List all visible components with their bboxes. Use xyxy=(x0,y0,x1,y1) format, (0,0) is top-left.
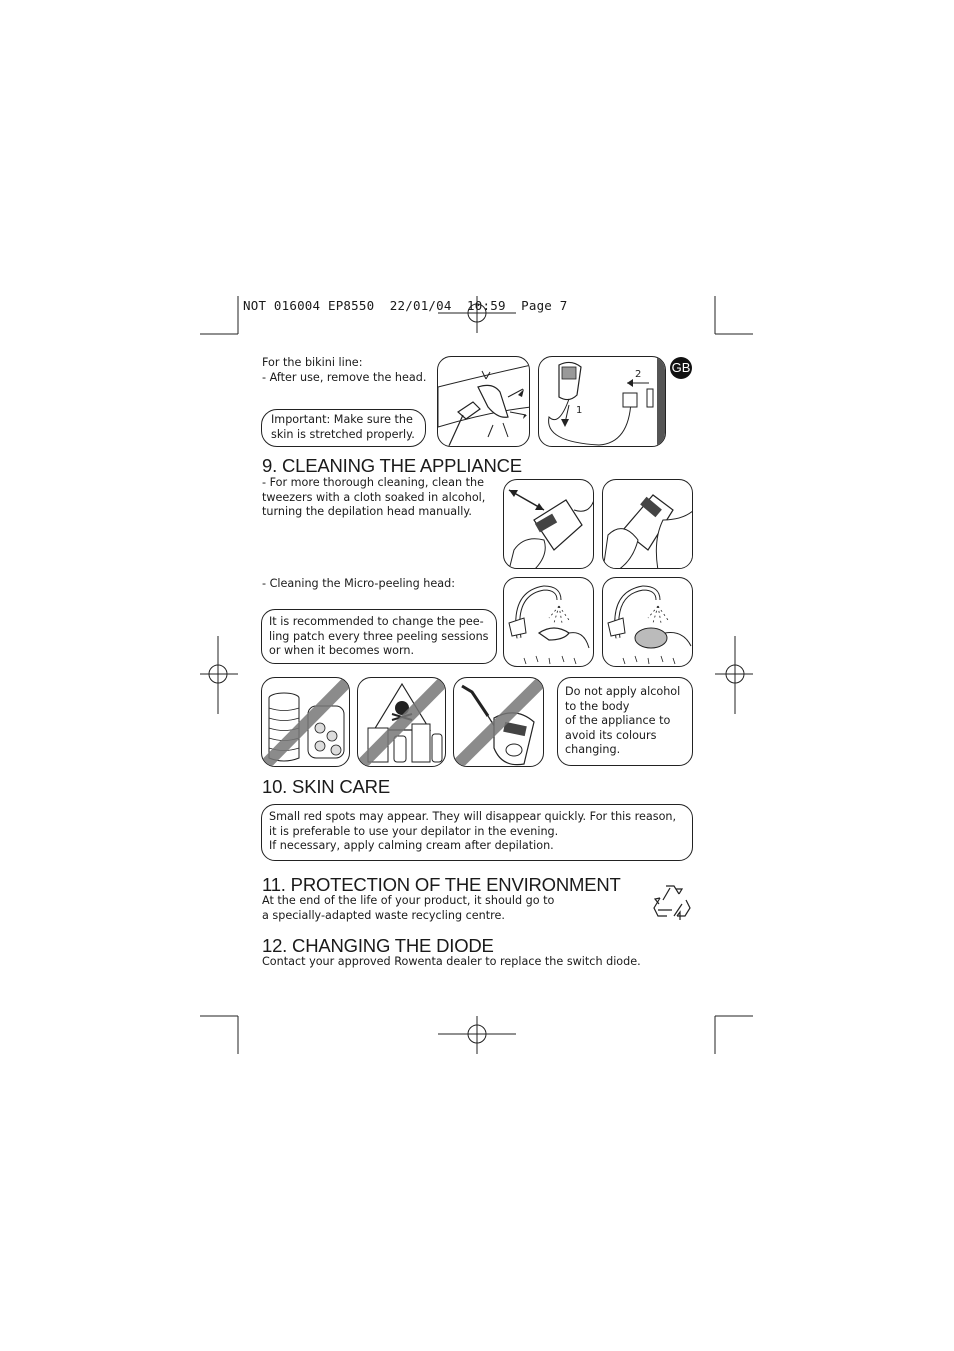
skin-care-line: If necessary, apply calming cream after depilation. xyxy=(269,839,554,853)
print-header: NOT 016004 EP8550 22/01/04 10:59 Page 7 xyxy=(243,298,568,313)
no-solvents-illustration xyxy=(261,677,350,767)
patch-note-line: or when it becomes worn. xyxy=(269,644,415,658)
rinse-head-illustration-1 xyxy=(503,577,594,667)
cleaning-line: - For more thorough cleaning, clean the xyxy=(262,476,485,489)
micro-peeling-heading: - Cleaning the Micro-peeling head: xyxy=(262,577,456,590)
clean-tweezers-illustration-2 xyxy=(602,479,693,569)
skin-care-line: it is preferable to use your depilator in the evening. xyxy=(269,824,559,838)
bikini-line-heading: For the bikini line: xyxy=(262,356,363,369)
cleaning-line: tweezers with a cloth soaked in alcohol, xyxy=(262,490,486,504)
important-note-box xyxy=(261,409,426,447)
warning-line: changing. xyxy=(565,743,621,757)
language-badge: GB xyxy=(670,357,692,379)
section-title-cleaning: 9. CLEANING THE APPLIANCE xyxy=(262,455,522,476)
environment-text xyxy=(262,894,554,923)
environment-line: At the end of the life of your product, it should go to xyxy=(262,894,555,907)
peeling-patch-note-box xyxy=(261,609,497,664)
registration-mark-icon xyxy=(200,636,238,714)
registration-mark-icon xyxy=(715,636,753,714)
recycle-icon xyxy=(652,882,692,920)
patch-note-line: It is recommended to change the pee- xyxy=(269,615,484,628)
cleaning-line: turning the depilation head manually. xyxy=(262,505,472,519)
warning-line: Do not apply alcohol xyxy=(565,685,681,698)
cleaning-instructions xyxy=(262,476,485,520)
rinse-head-illustration-2 xyxy=(602,577,693,667)
warning-line: avoid its colours xyxy=(565,728,657,742)
step-number-1: 1 xyxy=(576,405,583,416)
bikini-line-step: - After use, remove the head. xyxy=(262,370,427,384)
skin-care-box xyxy=(261,804,693,861)
clean-tweezers-illustration-1 xyxy=(503,479,594,569)
skin-care-line: Small red spots may appear. They will disappear quickly. For this reason, xyxy=(269,810,677,823)
registration-mark-icon xyxy=(438,1016,516,1054)
section-title-skin-care: 10. SKIN CARE xyxy=(262,776,390,797)
bikini-line-illustration xyxy=(437,356,530,447)
important-note-line: skin is stretched properly. xyxy=(271,427,415,441)
no-screwdriver-illustration xyxy=(453,677,544,767)
warning-line: of the appliance to xyxy=(565,714,671,728)
section-title-environment: 11. PROTECTION OF THE ENVIRONMENT xyxy=(262,874,621,895)
environment-line: a specially-adapted waste recycling centre. xyxy=(262,908,505,922)
section-title-diode: 12. CHANGING THE DIODE xyxy=(262,935,494,956)
alcohol-warning-box xyxy=(557,677,693,766)
important-note-line: Important: Make sure the xyxy=(271,413,413,426)
diode-text: Contact your approved Rowenta dealer to replace the switch diode. xyxy=(262,955,641,968)
bikini-instructions xyxy=(262,356,426,385)
remove-head-illustration xyxy=(538,356,666,447)
no-chemicals-illustration xyxy=(357,677,446,767)
warning-line: to the body xyxy=(565,699,630,713)
step-number-2: 2 xyxy=(635,369,642,380)
patch-note-line: ling patch every three peeling sessions xyxy=(269,629,489,643)
